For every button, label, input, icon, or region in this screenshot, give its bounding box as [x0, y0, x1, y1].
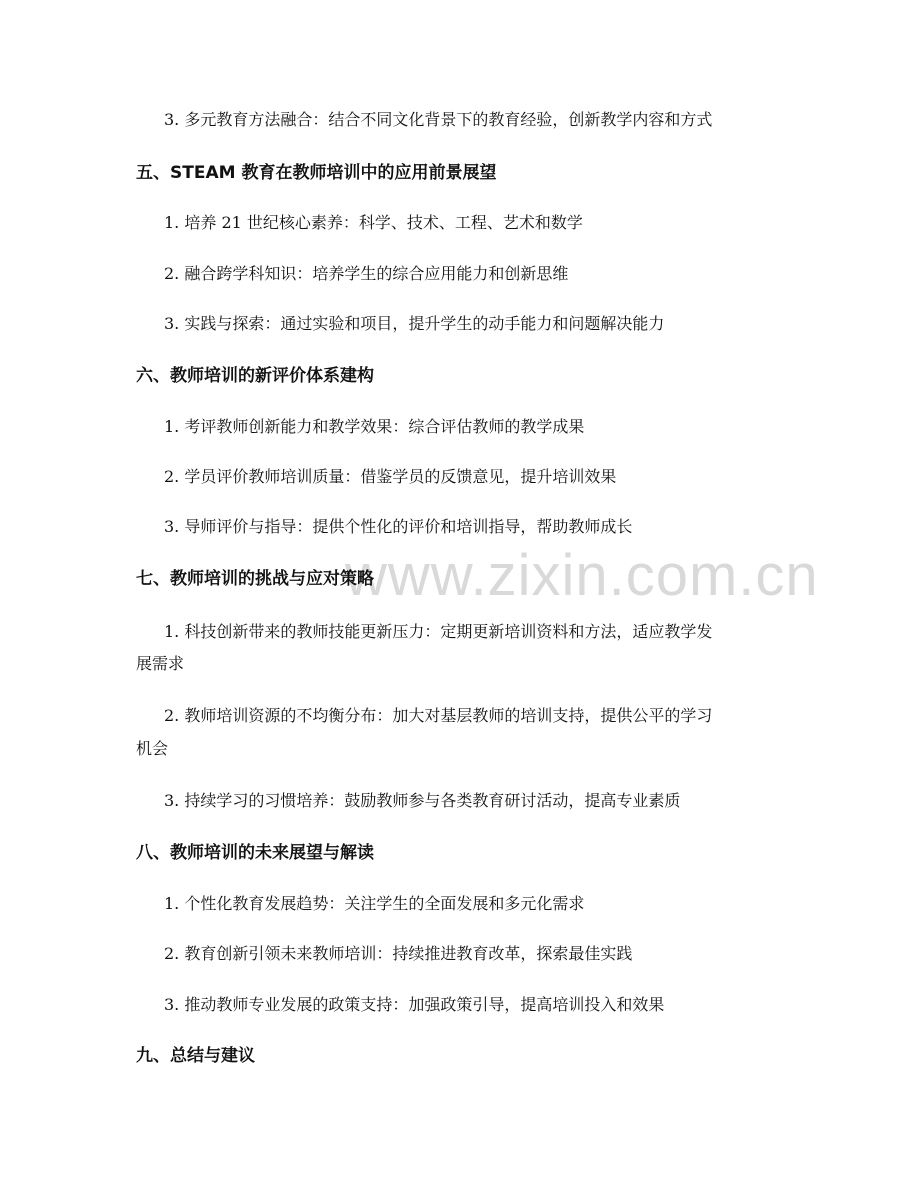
- list-item: 3. 实践与探索：通过实验和项目，提升学生的动手能力和问题解决能力: [164, 314, 665, 333]
- list-item: 3. 持续学习的习惯培养：鼓励教师参与各类教育研讨活动，提高专业素质: [164, 791, 681, 810]
- list-item: 2. 教师培训资源的不均衡分布：加大对基层教师的培训支持，提供公平的学习: [164, 706, 713, 725]
- list-item: 1. 培养 21 世纪核心素养：科学、技术、工程、艺术和数学: [164, 213, 583, 232]
- section-heading: 九、总结与建议: [136, 1046, 255, 1066]
- section-heading: 六、教师培训的新评价体系建构: [136, 366, 374, 386]
- list-item: 1. 科技创新带来的教师技能更新压力：定期更新培训资料和方法，适应教学发: [164, 622, 713, 641]
- section-heading: 八、教师培训的未来展望与解读: [136, 843, 374, 863]
- list-item: 1. 考评教师创新能力和教学效果：综合评估教师的教学成果: [164, 417, 585, 436]
- list-item-continuation: 机会: [136, 739, 169, 758]
- section-heading: 七、教师培训的挑战与应对策略: [136, 569, 374, 589]
- list-item-continuation: 展需求: [136, 654, 185, 673]
- list-item: 2. 学员评价教师培训质量：借鉴学员的反馈意见，提升培训效果: [164, 467, 617, 486]
- list-item: 2. 融合跨学科知识：培养学生的综合应用能力和创新思维: [164, 264, 569, 283]
- list-item: 3. 推动教师专业发展的政策支持：加强政策引导，提高培训投入和效果: [164, 995, 665, 1014]
- list-item: 3. 多元教育方法融合：结合不同文化背景下的教育经验，创新教学内容和方式: [164, 110, 713, 129]
- watermark: www.zixin.com.cn: [345, 543, 819, 608]
- section-heading: 五、STEAM 教育在教师培训中的应用前景展望: [136, 163, 497, 183]
- list-item: 1. 个性化教育发展趋势：关注学生的全面发展和多元化需求: [164, 894, 585, 913]
- list-item: 2. 教育创新引领未来教师培训：持续推进教育改革，探索最佳实践: [164, 944, 633, 963]
- list-item: 3. 导师评价与指导：提供个性化的评价和培训指导，帮助教师成长: [164, 517, 633, 536]
